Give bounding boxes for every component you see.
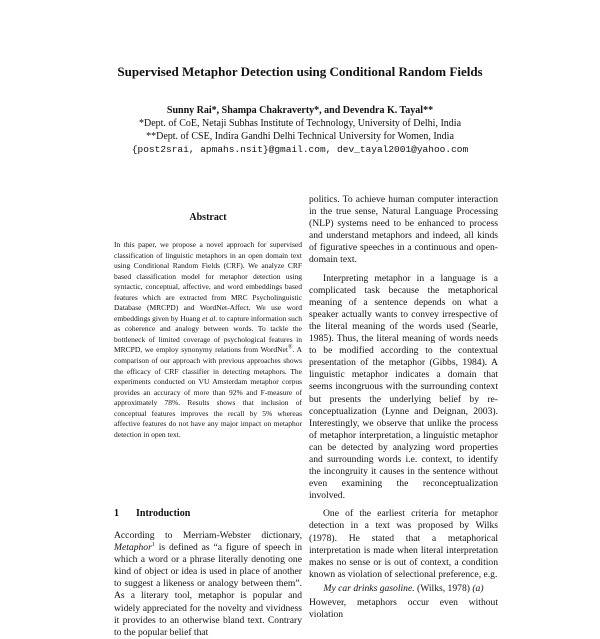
abstract-heading: Abstract (189, 212, 227, 223)
right-paragraph-4: However, metaphors occur even without violation (309, 597, 498, 621)
abstract-footnote-mark: ® (287, 344, 293, 351)
abstract-et-al: et al. (202, 313, 218, 323)
intro-text-1: According to Merriam-Webster dictionary, (114, 530, 302, 541)
affiliation-2: **Dept. of CSE, Indira Gandhi Delhi Technical University for Women, India (146, 131, 454, 142)
paper-title: Supervised Metaphor Detection using Conditional Random Fields (117, 64, 483, 79)
example-citation: (Wilks, 1978) (414, 582, 473, 594)
right-column (309, 194, 498, 621)
right-paragraph-2: Interpreting metaphor in a language is a complicated task because the metaphorical meaning of a sentence depends on what a speaker actually wants to convey irrespective of the literal meaning of the words used (Searle, 1985). Thus, the literal meaning of words needs to be modified according to the contextual presentation of the metaphor (Gibbs, 1984). A linguistic metaphor indicates a domain that seems incongruous with the surrounding context but presents the underlying belief by re-conceptualization (Lynne and Deignan, 2003). Interestingly, we observe that unlike the process of metaphor interpretation, a linguistic metaphor can be detected by analyzing word properties and surrounding words i.e. context, to identify the incongruity it causes in the sentence without even examining the reconceptualization involved. (309, 272, 498, 502)
section-number: 1 (114, 508, 119, 519)
abstract-text-2: to capture information such as coherence and analogy between words. To tackle the bottleneck of limited coverage of psychological features in MRCPD, we employ synonymy relations from WordNet (114, 313, 302, 355)
section-heading-introduction (114, 508, 302, 520)
example-label: (a) (472, 582, 484, 594)
right-paragraph-1: politics. To achieve human computer interaction in the true sense, Natural Language Processing (NLP) systems need to be enhanced to process and understand metaphors and indeed, all kinds of figurative speeches in a continuous and open-domain text. (309, 194, 498, 266)
paper-authors: Sunny Rai*, Shampa Chakraverty*, and Devendra K. Tayal** (166, 105, 434, 116)
example-sentence: My car drinks gasoline. (323, 582, 415, 594)
right-paragraph-3: One of the earliest criteria for metaphor detection in a text was proposed by Wilks (1978). He stated that a metaphorical interpretation is made when literal interpretation makes no sense or is out of context, a condition known as violation of selectional preference, e.g. (309, 508, 498, 580)
affiliation-1: *Dept. of CoE, Netaji Subhas Institute of Technology, University of Delhi, India (138, 118, 462, 129)
abstract-body (114, 240, 302, 440)
intro-text-2: is defined as “a figure of speech in which a word or a phrase literally denoting one kind of object or idea is used in place of another to suggest a likeness or analogy between them”. As a literary tool, metaphor is popular and widely appreciated for the novelty and vividness it provides to an otherwise bland text. Contrary to the popular belief that (114, 542, 302, 638)
author-emails: {post2srai, apmahs.nsit}@gmail.com, dev_tayal2001@yahoo.com (131, 144, 469, 155)
abstract-text-1: In this paper, we propose a novel approach for supervised classification of linguistic metaphors in an open domain text using Conditional Random Fields (CRF). We analyze CRF based classification model for metaphor detection using syntactic, conceptual, affective, and word embeddings based features which are extracted from MRC Psycholinguistic Database (MRCPD) and WordNet-Affect. We use word embeddings given by Huang (114, 240, 302, 323)
intro-footnote-mark: 1 (151, 541, 155, 548)
section-title: Introduction (136, 508, 191, 519)
example-sentence-line (309, 583, 498, 595)
introduction-body (114, 530, 302, 639)
abstract-text-3: . A comparison of our approach with previous approaches shows the efficacy of CRF classifier in detecting metaphors. The experiments conducted on VU Amsterdam metaphor corpus provides an accuracy of more than 92% and F-measure of approximately 78%. Results shows that inclusion of conceptual features improves the recall by 5% whereas affective features do not have any major impact on metaphor detection in open text. (114, 345, 302, 439)
intro-metaphor-term: Metaphor (114, 542, 152, 554)
